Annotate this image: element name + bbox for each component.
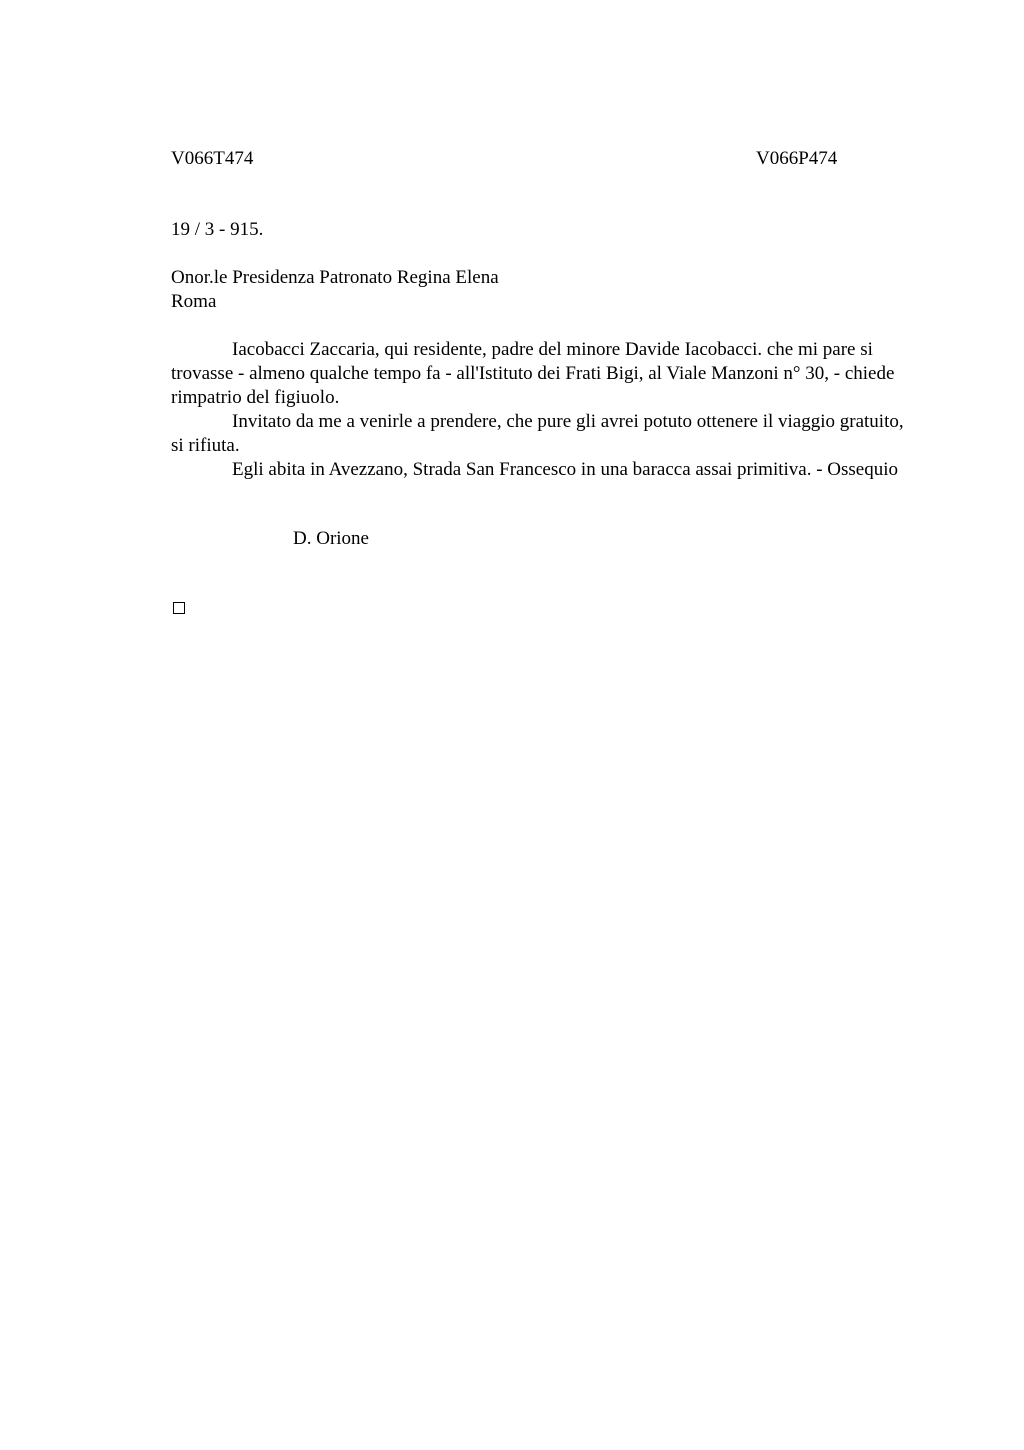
- letter-date: 19 / 3 - 915.: [171, 219, 264, 240]
- letter-signature: D. Orione: [293, 528, 369, 549]
- recipient-name: Onor.le Presidenza Patronato Regina Elena: [171, 267, 499, 288]
- recipient-address: [171, 266, 871, 314]
- letter-paragraph-3: Egli abita in Avezzano, Strada San Francesco in una baracca assai primitiva. - Ossequio: [232, 459, 899, 480]
- letter-body: [171, 338, 919, 482]
- document-code-right: V066P474: [756, 148, 838, 169]
- empty-square-icon: [173, 602, 185, 614]
- letter-paragraph-2: Invitato da me a venirle a prendere, che pure gli avrei potuto ottenere il viaggio gratuito, si rifiuta.: [171, 411, 904, 456]
- document-code-left: V066T474: [171, 148, 254, 169]
- recipient-city: Roma: [171, 291, 217, 312]
- letter-paragraph-1: Iacobacci Zaccaria, qui residente, padre del minore Davide Iacobacci. che mi pare si trovasse - almeno qualche tempo fa - all'Istituto dei Frati Bigi, al Viale Manzoni n° 30, - chiede rimpatrio del figiuolo.: [171, 339, 895, 408]
